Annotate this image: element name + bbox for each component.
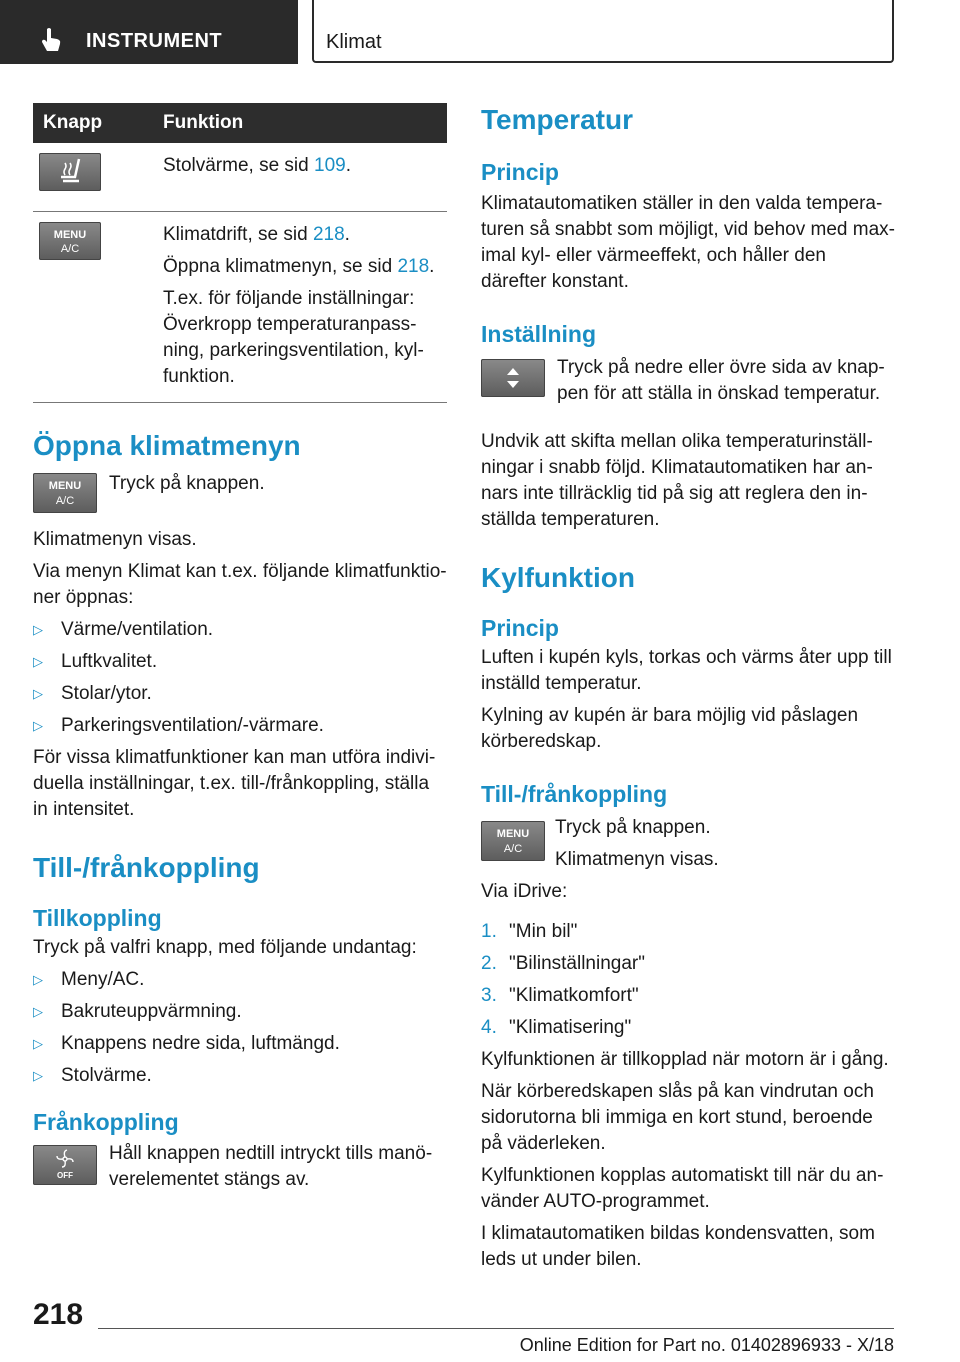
seat-heating-button-image: [39, 153, 101, 191]
list-item: 4. "Klimatisering": [481, 1017, 632, 1038]
button-function-table: [33, 103, 447, 403]
page-number: 218: [33, 1298, 84, 1331]
header-section: INSTRUMENT: [86, 30, 223, 52]
list-item: 2. "Bilinställningar": [481, 953, 645, 974]
hand-pointer-icon: [40, 27, 62, 53]
temperature-button-image: [481, 359, 545, 397]
idrive-steps-list: [481, 919, 895, 1041]
heading-setting: Inställning: [481, 321, 596, 347]
menu-ac-button-image: MENU A/C: [481, 821, 545, 861]
seat-heating-icon: [39, 153, 101, 191]
table-header-button: Knapp: [33, 103, 163, 143]
heading-principle: Princip: [481, 615, 559, 641]
list-item: ▷ Luftkvalitet.: [33, 651, 158, 672]
footer-edition: Online Edition for Part no. 01402896933 - X/18: [519, 1335, 894, 1355]
header-section-tab: [0, 0, 298, 64]
heading-on-off: Till-/frånkoppling: [33, 852, 260, 883]
menu-ac-button-image: MENU A/C: [33, 473, 97, 513]
table-row: MENU A/C Klimatdrift, se sid 218. Öppna klimatmenyn, se sid 218. T.ex. för följande inställningar: Överkropp temperaturanpassning, parkeringsventilation, kylfunktion.: [33, 212, 447, 403]
list-item: 3. "Klimatkomfort": [481, 985, 639, 1006]
exception-list: [33, 967, 447, 1089]
table-row: Stolvärme, se sid 109.: [33, 143, 447, 212]
fan-off-button-image: [33, 1145, 97, 1185]
page-link[interactable]: 109: [314, 155, 346, 176]
list-item: ▷ Stolvärme.: [33, 1065, 152, 1086]
heading-on-off: Till-/frånkoppling: [481, 781, 668, 807]
left-column: Knapp Funktion Stolvärme, se sid 109. MENU A/C Klimatdrift, se sid 218. Öppna klimatmenyn, se sid 218. T.ex. för följande inställningar: Överkropp temperaturanpassning, parkeringsventilation, kylfunktion. Öppna klimatmenyn MENU A/C Tryck på knappen. Klimatmenyn visas. Via menyn Klimat kan t.ex. följande klimatfunktioner öppnas: ▷ Värme/ventilation. ▷ Luftkvalitet. ▷ Stolar/ytor. ▷ Parkeringsventilation/-värmare. För vissa klimatfunktioner kan man utföra individuella inställningar, t.ex. till-/frånkoppling, ställa in intensitet. Till-/frånkoppling Tillkoppling Tryck på valfri knapp, med följande undantag: ▷ Meny/AC. ▷ Bakruteuppvärmning. ▷ Knappens nedre sida, luftmängd. ▷ Stolvärme. Frånkoppling OFF Håll knappen nedtill intryckt tills manöverelementet stängs av.: [33, 103, 447, 1193]
list-item: ▷ Knappens nedre sida, luftmängd.: [33, 1033, 340, 1054]
footer-divider: [98, 1328, 894, 1329]
climate-function-list: [33, 617, 447, 739]
list-item: ▷ Bakruteuppvärmning.: [33, 1001, 242, 1022]
list-item: ▷ Parkeringsventilation/-värmare.: [33, 715, 324, 736]
list-item: ▷ Värme/ventilation.: [33, 619, 214, 640]
right-column: Temperatur Princip Klimatautomatiken ställer in den valda temperaturen så snabbt som möjligt, vid behov med maximal kyl- eller värmeeffekt, och håller den därefter konstant. Inställning Tryck på nedre eller övre sida av knappen för att ställa in önskad temperatur. Undvik att skifta mellan olika temperaturinställningar i snabb följd. Klimatautomatiken har annars inte tillräcklig tid på sig att reglera den inställda temperaturen. Kylfunktion Princip Luften i kupén kyls, torkas och värms åter upp till inställd temperatur. Kylning av kupén är bara möjlig vid påslagen körberedskap. Till-/frånkoppling MENU A/C Tryck på knappen. Klimatmenyn visas. Via iDrive: 1. "Min bil" 2. "Bilinställningar" 3. "Klimatkomfort" 4. "Klimatisering" Kylfunktionen är tillkopplad när motorn är i gång. När körberedskapen slås på kan vindrutan och sidorutorna bli immiga en kort stund, beroende på väderleken. Kylfunktionen kopplas automatiskt till när du använder AUTO-programmet. I klimatautomatiken bildas kondensvatten, som leds ut under bilen.: [481, 104, 895, 1270]
page-link[interactable]: 218: [397, 256, 430, 277]
heading-switch-on: Tillkoppling: [33, 905, 162, 931]
table-header-function: Funktion: [163, 103, 447, 143]
heading-principle: Princip: [481, 159, 559, 185]
list-item: ▷ Stolar/ytor.: [33, 683, 152, 704]
list-item: ▷ Meny/AC.: [33, 969, 145, 990]
menu-ac-button-image: MENU A/C: [39, 222, 101, 260]
svg-text:OFF: OFF: [57, 1171, 73, 1180]
heading-open-climate-menu: Öppna klimatmenyn: [33, 430, 301, 461]
up-down-arrows-icon: [481, 359, 545, 397]
header-title-box: [312, 0, 894, 63]
fan-off-icon: [33, 1145, 97, 1185]
heading-switch-off: Frånkoppling: [33, 1109, 179, 1135]
list-item: 1. "Min bil": [481, 921, 578, 942]
heading-cooling: Kylfunktion: [481, 562, 635, 593]
heading-temperature: Temperatur: [481, 104, 633, 135]
page-link[interactable]: 218: [312, 224, 345, 245]
header-title: Klimat: [326, 31, 382, 53]
